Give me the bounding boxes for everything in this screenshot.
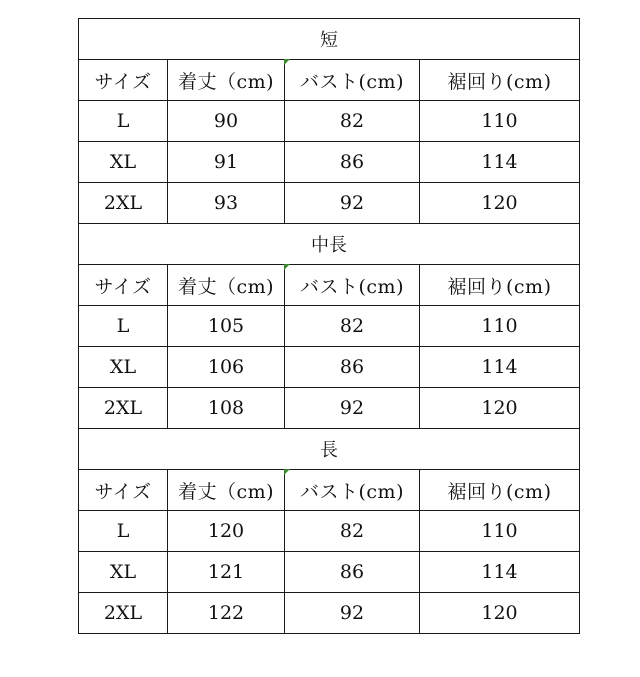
- header-bust-label: バスト(cm): [300, 275, 404, 298]
- cell-bust: 86: [285, 142, 420, 183]
- cell-size: L: [79, 511, 168, 552]
- header-size: サイズ: [79, 60, 168, 101]
- header-bust-label: バスト(cm): [300, 70, 404, 93]
- comment-marker: [284, 264, 290, 270]
- table-row: [79, 347, 580, 388]
- cell-size: XL: [79, 347, 168, 388]
- section-title-long: 長: [79, 429, 580, 470]
- cell-bust: 82: [285, 306, 420, 347]
- cell-size: XL: [79, 552, 168, 593]
- section-title-row: [79, 224, 580, 265]
- size-chart-table: [78, 18, 580, 634]
- cell-size: L: [79, 101, 168, 142]
- cell-hem: 120: [420, 183, 580, 224]
- cell-bust: 86: [285, 552, 420, 593]
- cell-hem: 114: [420, 552, 580, 593]
- cell-hem: 110: [420, 306, 580, 347]
- cell-hem: 120: [420, 388, 580, 429]
- cell-size: 2XL: [79, 593, 168, 634]
- table-row: [79, 183, 580, 224]
- table-row: [79, 101, 580, 142]
- cell-length: 108: [168, 388, 285, 429]
- header-length: 着丈（cm): [168, 60, 285, 101]
- cell-bust: 86: [285, 347, 420, 388]
- cell-length: 90: [168, 101, 285, 142]
- table-row: [79, 142, 580, 183]
- cell-length: 91: [168, 142, 285, 183]
- cell-bust: 92: [285, 593, 420, 634]
- header-size: サイズ: [79, 265, 168, 306]
- cell-size: 2XL: [79, 183, 168, 224]
- header-size: サイズ: [79, 470, 168, 511]
- cell-hem: 114: [420, 142, 580, 183]
- cell-bust: 92: [285, 388, 420, 429]
- header-bust: [285, 470, 420, 511]
- comment-marker: [284, 469, 290, 475]
- table-row: [79, 593, 580, 634]
- header-row: [79, 60, 580, 101]
- header-bust-label: バスト(cm): [300, 480, 404, 503]
- header-row: [79, 265, 580, 306]
- cell-bust: 92: [285, 183, 420, 224]
- cell-size: L: [79, 306, 168, 347]
- cell-length: 120: [168, 511, 285, 552]
- table-row: [79, 306, 580, 347]
- table-row: [79, 388, 580, 429]
- table-row: [79, 511, 580, 552]
- cell-length: 93: [168, 183, 285, 224]
- cell-size: 2XL: [79, 388, 168, 429]
- section-title-row: [79, 19, 580, 60]
- header-row: [79, 470, 580, 511]
- cell-length: 122: [168, 593, 285, 634]
- cell-length: 105: [168, 306, 285, 347]
- header-bust: [285, 60, 420, 101]
- cell-hem: 110: [420, 511, 580, 552]
- header-hem: 裾回り(cm): [420, 265, 580, 306]
- table-row: [79, 552, 580, 593]
- header-hem: 裾回り(cm): [420, 60, 580, 101]
- comment-marker: [284, 59, 290, 65]
- cell-hem: 114: [420, 347, 580, 388]
- section-title-medium: 中長: [79, 224, 580, 265]
- header-length: 着丈（cm): [168, 470, 285, 511]
- cell-bust: 82: [285, 511, 420, 552]
- cell-length: 106: [168, 347, 285, 388]
- header-hem: 裾回り(cm): [420, 470, 580, 511]
- header-bust: [285, 265, 420, 306]
- cell-hem: 110: [420, 101, 580, 142]
- section-title-short: 短: [79, 19, 580, 60]
- header-length: 着丈（cm): [168, 265, 285, 306]
- cell-length: 121: [168, 552, 285, 593]
- cell-hem: 120: [420, 593, 580, 634]
- section-title-row: [79, 429, 580, 470]
- cell-size: XL: [79, 142, 168, 183]
- cell-bust: 82: [285, 101, 420, 142]
